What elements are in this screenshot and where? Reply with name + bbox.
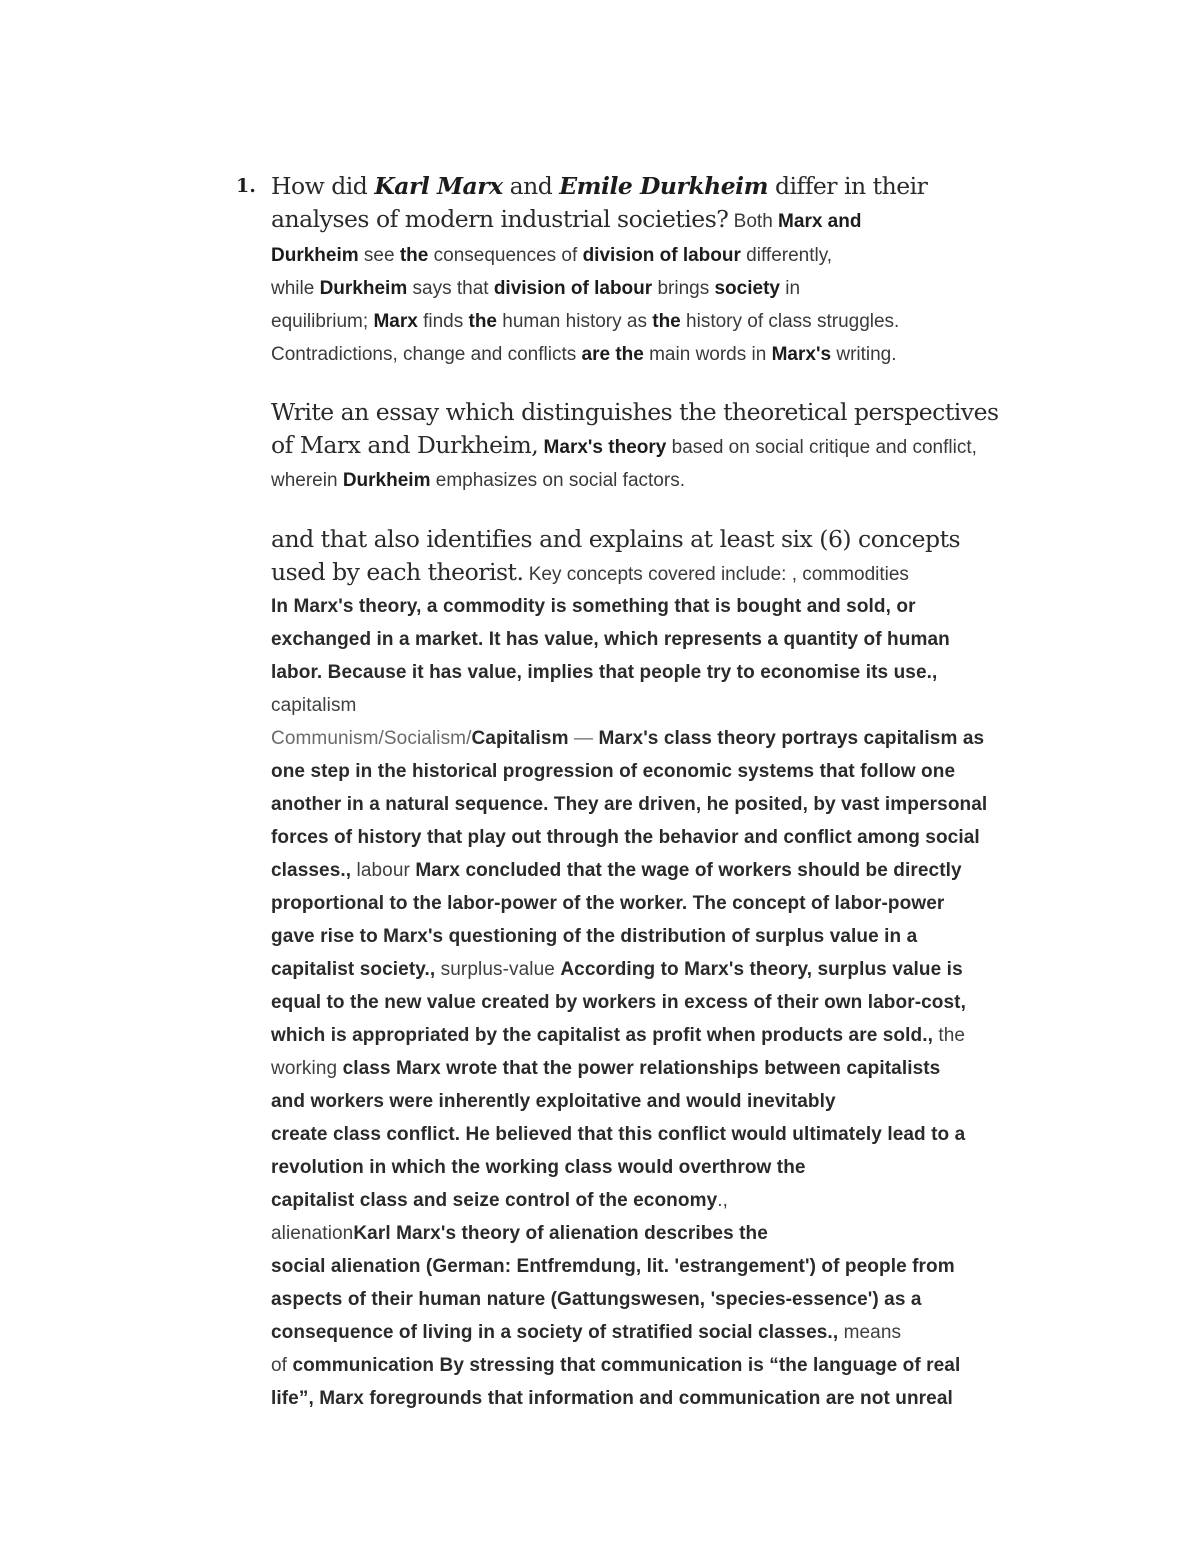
concept-line: gave rise to Marx's questioning of the distribution of surplus value in a [271, 926, 918, 947]
question-1 [271, 170, 1091, 238]
concept-line: one step in the historical progression of economic systems that follow one [271, 761, 956, 782]
concept-line: capitalist class and seize control of the economy., [271, 1190, 729, 1211]
answer-1-line-2: while Durkheim says that division of labour brings society in [271, 278, 801, 299]
q1-bold: Marx and [778, 211, 862, 232]
question-1-line-2 [271, 203, 1091, 238]
question-2-line-3: wherein Durkheim emphasizes on social factors. [271, 470, 685, 491]
concept-line: create class conflict. He believed that this conflict would ultimately lead to a [271, 1124, 966, 1145]
answer-1-line-4: Contradictions, change and conflicts are the main words in Marx's writing. [271, 344, 897, 365]
answer-1-line-3: equilibrium; Marx finds the human history as the history of class struggles. [271, 311, 900, 332]
concept-line: social alienation (German: Entfremdung, lit. 'estrangement') of people from [271, 1256, 955, 1277]
answer-1-line-1: Durkheim see the consequences of division of labour differently, [271, 245, 833, 266]
q1-text: How did [271, 172, 375, 200]
concept-line: working class Marx wrote that the power relationships between capitalists [271, 1058, 941, 1079]
question-number: 1. [236, 175, 256, 197]
q1-text: differ in their [767, 172, 928, 200]
question-3-line-2: used by each theorist. Key concepts covered include: , commodities [271, 558, 909, 586]
concept-line: consequence of living in a society of stratified social classes., means [271, 1322, 902, 1343]
concept-line: In Marx's theory, a commodity is something that is bought and sold, or [271, 596, 916, 617]
concept-line: labor. Because it has value, implies that people try to economise its use., [271, 662, 938, 683]
concept-line: exchanged in a market. It has value, which represents a quantity of human [271, 629, 950, 650]
concept-line: classes., labour Marx concluded that the wage of workers should be directly [271, 860, 962, 881]
concept-line: revolution in which the working class would overthrow the [271, 1157, 806, 1178]
question-3-line-1: and that also identifies and explains at least six (6) concepts [271, 525, 961, 553]
concept-line: and workers were inherently exploitative and would inevitably [271, 1091, 836, 1112]
question-2-line-2: of Marx and Durkheim, Marx's theory based on social critique and conflict, [271, 431, 977, 459]
q1-durkheim: Emile Durkheim [559, 172, 768, 200]
concepts-paragraph [271, 590, 1091, 1415]
concept-line: capitalism [271, 695, 357, 716]
concept-line: another in a natural sequence. They are driven, he posited, by vast impersonal [271, 794, 988, 815]
concept-line: forces of history that play out through the behavior and conflict among social [271, 827, 980, 848]
question-2-line-1: Write an essay which distinguishes the theoretical perspectives [271, 398, 999, 426]
question-1-line-1 [271, 170, 1091, 203]
concept-line: equal to the new value created by workers in excess of their own labor-cost, [271, 992, 966, 1013]
concept-line: of communication By stressing that communication is “the language of real [271, 1355, 961, 1376]
question-3 [271, 523, 1091, 591]
question-2 [271, 396, 1091, 497]
concept-line: Communism/Socialism/Capitalism — Marx's class theory portrays capitalism as [271, 728, 985, 749]
concept-line: aspects of their human nature (Gattungswesen, 'species-essence') as a [271, 1289, 922, 1310]
concept-line: capitalist society., surplus-value According to Marx's theory, surplus value is [271, 959, 963, 980]
concept-line: life”, Marx foregrounds that information and communication are not unreal [271, 1388, 953, 1409]
answer-1 [271, 239, 1091, 371]
q1-text: and [502, 172, 560, 200]
concept-line: alienationKarl Marx's theory of alienation describes the [271, 1223, 768, 1244]
q1-marx: Karl Marx [374, 172, 503, 200]
concept-line: proportional to the labor-power of the worker. The concept of labor-power [271, 893, 945, 914]
concept-line: which is appropriated by the capitalist as profit when products are sold., the [271, 1025, 966, 1046]
q1-text: Both [728, 211, 779, 232]
q1-text: analyses of modern industrial societies? [271, 205, 729, 233]
